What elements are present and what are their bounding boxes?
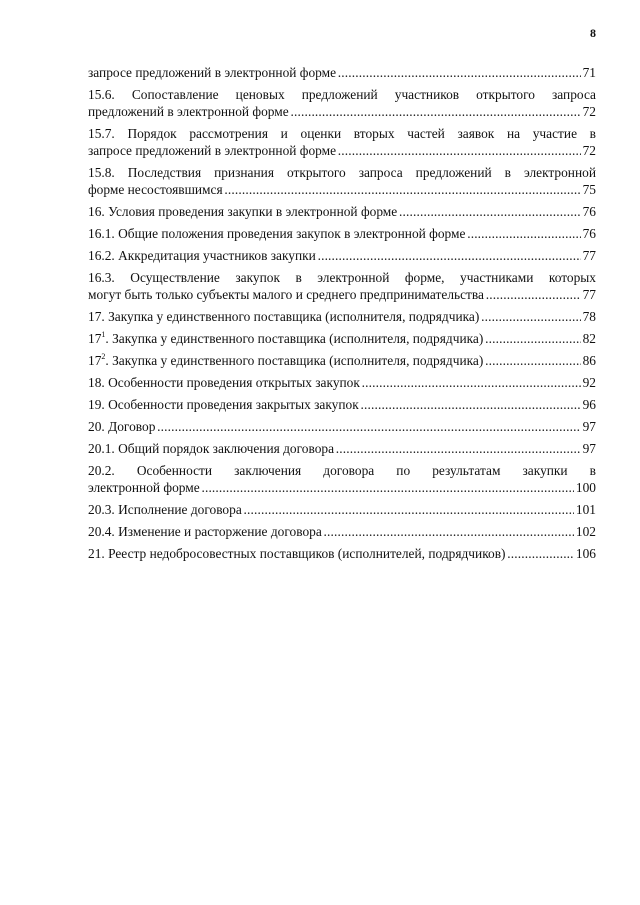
toc-entry-title: запросе предложений в электронной форме . . . <box>88 64 581 81</box>
toc-entry <box>88 86 596 120</box>
toc-entry-title-cont: запросе предложений в электронной форме . . . <box>88 142 581 159</box>
toc-entry <box>88 330 596 347</box>
toc-entry-title: 15.7. Порядок рассмотрения и оценки вторых частей заявок на участие в <box>88 126 596 141</box>
toc-page-number: 72 <box>582 143 596 158</box>
toc-entry-title: 16.1. Общие положения проведения закупок в электронной форме . . . <box>88 225 581 242</box>
toc-entry-title: 20.1. Общий порядок заключения договора . . . <box>88 440 581 457</box>
toc-page-number: 77 <box>582 248 596 263</box>
page-number: 8 <box>590 26 596 40</box>
toc-page-number: 71 <box>582 65 596 80</box>
toc-entry-title: 21. Реестр недобросовестных поставщиков (исполнителей, подрядчиков) . . . <box>88 545 574 562</box>
toc-page-number: 97 <box>582 419 596 434</box>
toc-entry-title: 16. Условия проведения закупки в электронной форме . . . <box>88 203 581 220</box>
toc-entry-title: 17. Закупка у единственного поставщика (исполнителя, подрядчика) . . . <box>88 308 581 325</box>
toc-entry-title: 20. Договор . . . <box>88 418 581 435</box>
toc-section-number: 17 <box>88 331 102 346</box>
toc-entry <box>88 64 596 81</box>
toc-entry <box>88 523 596 540</box>
toc-entry-title: 15.6. Сопоставление ценовых предложений участников открытого запроса <box>88 87 596 102</box>
toc-entry <box>88 125 596 159</box>
toc-page-number: 86 <box>582 353 596 368</box>
toc-entry <box>88 247 596 264</box>
toc-entry <box>88 225 596 242</box>
toc-page-number: 82 <box>582 331 596 346</box>
toc-page-number: 76 <box>582 204 596 219</box>
toc-entry-title: 20.3. Исполнение договора . . . <box>88 501 574 518</box>
toc-entry-title: 20.4. Изменение и расторжение договора . . . <box>88 523 574 540</box>
toc-entry-title: . Закупка у единственного поставщика (исполнителя, подрядчика) <box>105 353 484 368</box>
toc-section-superscript: 1 <box>101 330 106 339</box>
toc-page-number: 106 <box>575 546 596 561</box>
toc-entry <box>88 374 596 391</box>
toc-page-number: 75 <box>582 182 596 197</box>
toc-entry <box>88 308 596 325</box>
toc-page-number: 96 <box>582 397 596 412</box>
toc-entry-title: . Закупка у единственного поставщика (исполнителя, подрядчика) <box>105 331 484 346</box>
toc-entry-title: 15.8. Последствия признания открытого запроса предложений в электронной <box>88 165 596 180</box>
toc-entry <box>88 545 596 562</box>
toc-section-superscript: 2 <box>101 352 106 361</box>
toc-entry <box>88 269 596 303</box>
toc-entry <box>88 440 596 457</box>
toc-entry <box>88 462 596 496</box>
toc-page-number: 72 <box>582 104 596 119</box>
toc-page-number: 77 <box>582 287 596 302</box>
toc-entry <box>88 418 596 435</box>
toc-page-number: 78 <box>582 309 596 324</box>
toc-entry-title: 18. Особенности проведения открытых закупок . . . <box>88 374 581 391</box>
toc-entry-title: 16.2. Аккредитация участников закупки . . . <box>88 247 581 264</box>
toc-page-number: 100 <box>575 480 596 495</box>
toc-entry <box>88 396 596 413</box>
table-of-contents <box>88 64 596 567</box>
toc-entry-title-cont: форме несостоявшимся . . . <box>88 181 581 198</box>
toc-page-number: 102 <box>575 524 596 539</box>
toc-entry <box>88 352 596 369</box>
toc-entry <box>88 203 596 220</box>
toc-entry-title-cont: могут быть только субъекты малого и среднего предпринимательства . . . <box>88 286 581 303</box>
toc-entry <box>88 501 596 518</box>
toc-entry-title: 19. Особенности проведения закрытых закупок . . . <box>88 396 581 413</box>
toc-entry-title-cont: электронной форме . . . <box>88 479 574 496</box>
toc-page-number: 92 <box>582 375 596 390</box>
toc-page-number: 76 <box>582 226 596 241</box>
toc-entry-title: 20.2. Особенности заключения договора по результатам закупки в <box>88 463 596 478</box>
toc-page-number: 97 <box>582 441 596 456</box>
toc-page-number: 101 <box>575 502 596 517</box>
toc-entry <box>88 164 596 198</box>
toc-entry-title-cont: предложений в электронной форме . . . <box>88 103 581 120</box>
toc-entry-title: 16.3. Осуществление закупок в электронной форме, участниками которых <box>88 270 596 285</box>
toc-section-number: 17 <box>88 353 102 368</box>
